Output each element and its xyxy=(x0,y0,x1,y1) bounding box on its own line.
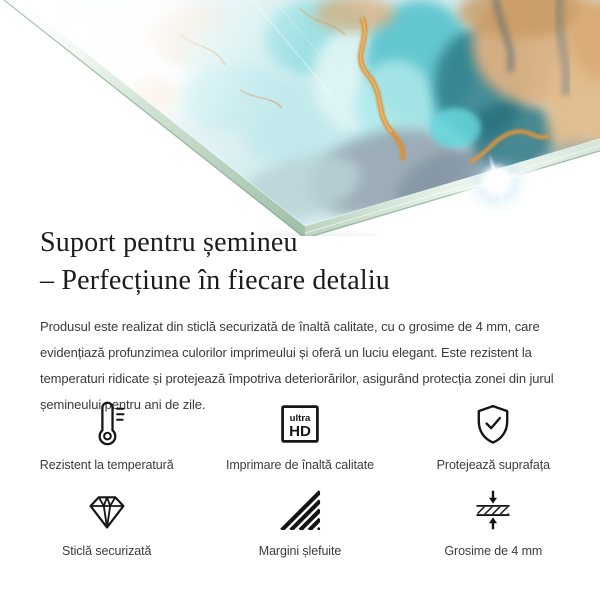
glass-panel-illustration xyxy=(0,0,600,236)
feature-label: Grosime de 4 mm xyxy=(444,544,543,558)
product-description: Produsul este realizat din sticlă securizată de înaltă calitate, cu o grosime de 4 mm, care evidențiază profunzimea culorilor imprimeului și oferă un luciu elegant. Este rezistent la temperaturi ridicate și protejează împotriva deteriorărilor, asigurând protecția zonei din jurul șemineului pentru ani de zile. xyxy=(40,319,554,412)
feature-item-thickness xyxy=(397,488,590,558)
feature-item-temperature xyxy=(10,402,203,472)
feature-label: Imprimare de înaltă calitate xyxy=(226,458,374,472)
feature-label: Margini șlefuite xyxy=(258,544,342,558)
product-image xyxy=(0,0,600,236)
page-title-line2: – Perfecțiune în fiecare detaliu xyxy=(40,265,391,296)
svg-text:ultra: ultra xyxy=(289,412,311,424)
polished-edges-icon xyxy=(278,488,322,532)
thickness-4mm-icon xyxy=(471,488,515,532)
page-title xyxy=(40,224,390,300)
thermometer-icon xyxy=(85,402,129,446)
ultra-hd-icon xyxy=(278,402,322,446)
feature-label: Sticlă securizată xyxy=(62,544,152,558)
features-grid xyxy=(10,402,590,558)
feature-label: Protejează suprafața xyxy=(436,458,550,472)
svg-text:HD: HD xyxy=(289,422,311,440)
feature-label: Rezistent la temperatură xyxy=(39,458,174,472)
page-title-line1: Suport pentru șemineu xyxy=(40,227,298,258)
feature-item-protects-surface xyxy=(397,402,590,472)
diamond-icon xyxy=(85,488,129,532)
feature-item-print-quality xyxy=(203,402,396,472)
feature-item-polished-edges xyxy=(203,488,396,558)
shield-check-icon xyxy=(471,402,515,446)
feature-item-tempered-glass xyxy=(10,488,203,558)
